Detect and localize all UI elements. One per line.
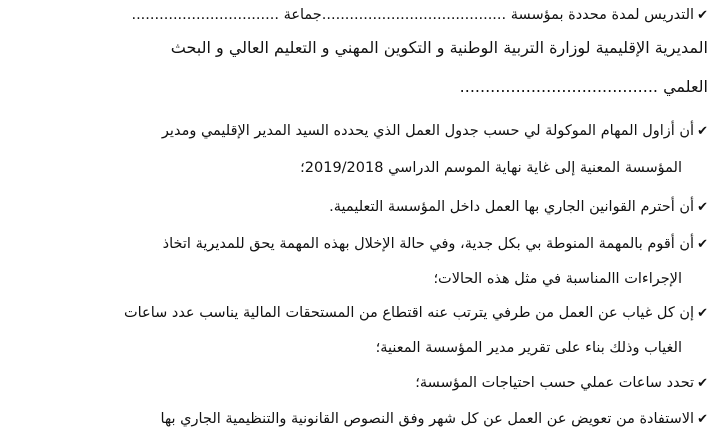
check-mark-icon: ✔ [697, 306, 708, 321]
line-duty [20, 233, 708, 256]
line-text: أن أقوم بالمهمة المنوطة بي بكل جدية، وفي حالة الإخلال بهذه المهمة يحق للمديرية اتخاذ [162, 236, 695, 252]
line-work-hours [20, 372, 708, 395]
line-absence [20, 302, 708, 325]
line-text: التدريس لمدة محددة بمؤسسة ........................................جماعة ................................ [131, 7, 695, 23]
line-text: أن أحترم القوانين الجاري بها العمل داخل المؤسسة التعليمية. [329, 199, 695, 215]
line-teaching-contract [20, 4, 708, 27]
line-text: المؤسسة المعنية إلى غاية نهاية الموسم الدراسي 2019/2018؛ [300, 160, 682, 176]
check-mark-icon: ✔ [697, 8, 708, 23]
line-text: أن أزاول المهام الموكولة لي حسب جدول العمل الذي يحدده السيد المدير الإقليمي ومدير [161, 123, 695, 139]
line-text: تحدد ساعات عملي حسب احتياجات المؤسسة؛ [415, 375, 695, 391]
line-text: العلمي ....................................... [459, 77, 708, 96]
line-directorate [20, 37, 708, 59]
line-compensation [20, 408, 708, 431]
line-absence-report [20, 337, 682, 359]
check-mark-icon: ✔ [697, 412, 708, 427]
line-text: الإجراءات االمناسبة في مثل هذه الحالات؛ [433, 271, 682, 287]
line-text: إن كل غياب عن العمل من طرفي يترتب عنه اقتطاع من المستحقات المالية يناسب عدد ساعات [123, 305, 695, 321]
line-text: المديرية الإقليمية لوزارة التربية الوطنية و التكوين المهني و التعليم العالي و البحث [170, 38, 708, 57]
check-mark-icon: ✔ [697, 124, 708, 139]
check-mark-icon: ✔ [697, 200, 708, 215]
line-school-year [20, 157, 682, 179]
line-scientific [20, 76, 708, 98]
line-text: الغياب وذلك بناء على تقرير مدير المؤسسة المعنية؛ [375, 340, 682, 356]
line-measures [20, 268, 682, 290]
line-laws [20, 196, 708, 219]
line-tasks [20, 120, 708, 143]
line-text: الاستفادة من تعويض عن العمل عن كل شهر وفق النصوص القانونية والتنظيمية الجاري بها [160, 411, 695, 427]
check-mark-icon: ✔ [697, 237, 708, 252]
check-mark-icon: ✔ [697, 376, 708, 391]
